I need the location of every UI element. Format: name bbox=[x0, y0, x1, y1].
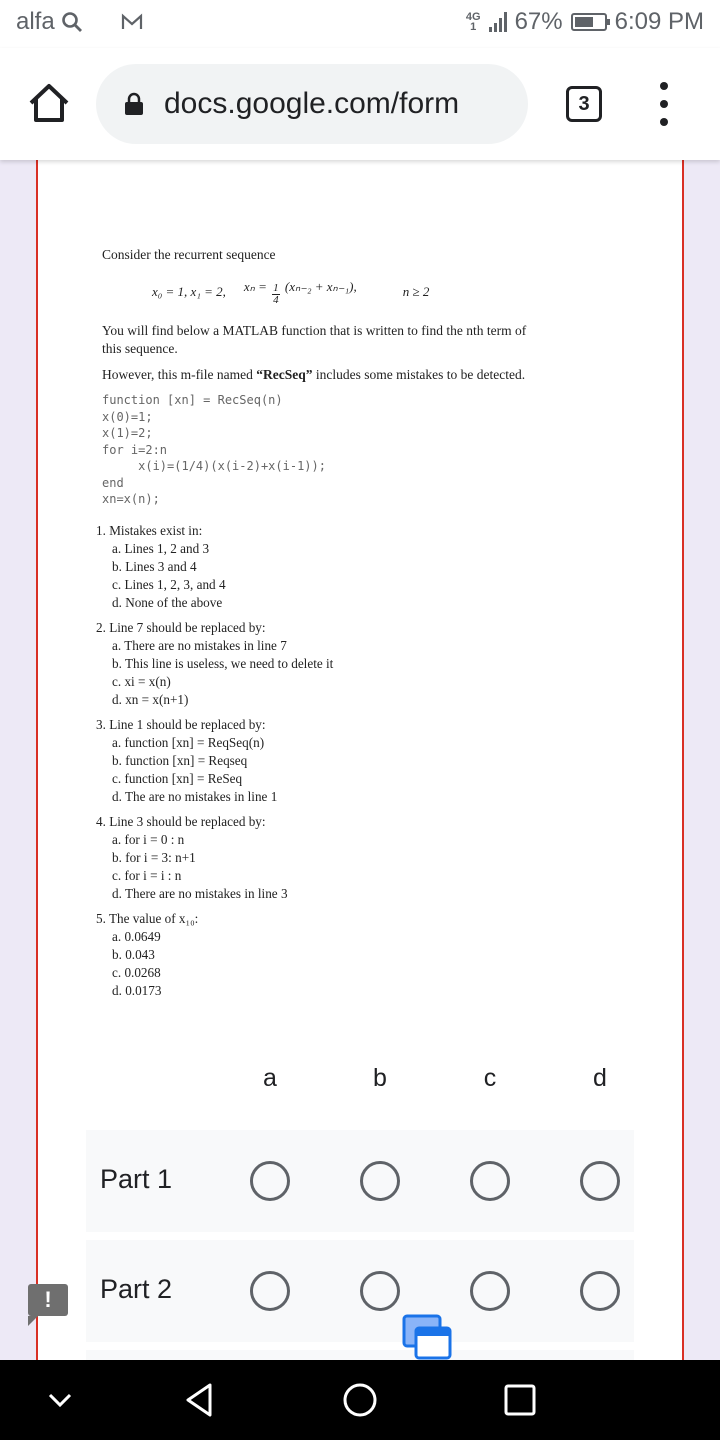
status-left bbox=[16, 8, 143, 36]
radio-part1-b[interactable] bbox=[360, 1161, 400, 1201]
home-nav-icon[interactable] bbox=[340, 1380, 380, 1420]
formula-initial: x₀ = 1, x₁ = 2, bbox=[152, 284, 226, 299]
question-option: a. for i = 0 : n bbox=[112, 831, 185, 847]
question-option: d. The are no mistakes in line 1 bbox=[112, 789, 278, 805]
grid-row-part-2 bbox=[86, 1240, 634, 1342]
battery-icon bbox=[571, 13, 607, 31]
question-item bbox=[96, 522, 542, 613]
question-title: 3. Line 1 should be replaced by: bbox=[96, 716, 266, 732]
radio-part2-d[interactable] bbox=[580, 1271, 620, 1311]
back-icon[interactable] bbox=[180, 1380, 220, 1420]
grid-column-b: b bbox=[373, 1064, 387, 1092]
navigation-bar bbox=[0, 1360, 720, 1440]
question-option: c. xi = x(n) bbox=[112, 674, 171, 690]
question-title: 4. Line 3 should be replaced by: bbox=[96, 813, 266, 829]
problem-paragraph-2 bbox=[102, 366, 542, 384]
window-icon[interactable] bbox=[402, 1314, 452, 1360]
question-list bbox=[96, 522, 542, 1001]
grid-header bbox=[38, 1060, 684, 1100]
signal-icon bbox=[489, 12, 507, 32]
radio-part1-a[interactable] bbox=[250, 1161, 290, 1201]
question-title: 2. Line 7 should be replaced by: bbox=[96, 619, 266, 635]
question-option: a. function [xn] = ReqSeq(n) bbox=[112, 734, 265, 750]
question-option: c. Lines 1, 2, 3, and 4 bbox=[112, 577, 226, 593]
question-option: b. for i = 3: n+1 bbox=[112, 849, 196, 865]
home-icon[interactable] bbox=[28, 82, 70, 124]
question-item bbox=[96, 716, 542, 807]
status-right bbox=[466, 8, 704, 36]
status-bar bbox=[0, 0, 720, 48]
network-type: 4G bbox=[465, 11, 481, 23]
feedback-button[interactable]: ! bbox=[28, 1284, 68, 1316]
problem-paragraph-1: You will find below a MATLAB function that is written to find the nth term of this sequence. bbox=[102, 323, 527, 356]
formula-rhs: (xₙ₋₂ + xₙ₋₁), bbox=[284, 279, 357, 294]
browser-toolbar bbox=[0, 48, 720, 160]
question-option: a. Lines 1, 2 and 3 bbox=[112, 540, 210, 556]
grid-column-c: c bbox=[483, 1064, 497, 1092]
battery-fill bbox=[575, 17, 594, 27]
question-option: c. for i = i : n bbox=[112, 868, 182, 884]
formula-main bbox=[244, 278, 357, 306]
carrier-label: alfa bbox=[16, 8, 55, 35]
question-item bbox=[96, 813, 542, 904]
function-name: “RecSeq” bbox=[256, 367, 313, 382]
fraction-numerator: 1 bbox=[273, 282, 279, 294]
radio-part2-b[interactable] bbox=[360, 1271, 400, 1311]
question-item bbox=[96, 910, 542, 1001]
paragraph-2-end: includes some mistakes to be detected. bbox=[312, 367, 526, 382]
search-icon bbox=[61, 11, 83, 33]
question-option: b. Lines 3 and 4 bbox=[112, 558, 197, 574]
lock-icon bbox=[124, 92, 144, 116]
grid-row-part-1 bbox=[86, 1130, 634, 1232]
question-option: a. 0.0649 bbox=[112, 928, 161, 944]
question-option: d. None of the above bbox=[112, 595, 223, 611]
grid-row-label: Part 2 bbox=[100, 1274, 173, 1304]
url-text: docs.google.com/form bbox=[164, 87, 460, 120]
clock: 6:09 PM bbox=[614, 8, 704, 35]
question-option: a. There are no mistakes in line 7 bbox=[112, 637, 287, 653]
question-option: c. function [xn] = ReSeq bbox=[112, 771, 243, 787]
formula-fraction bbox=[272, 283, 280, 306]
grid-row-label: Part 1 bbox=[100, 1164, 173, 1194]
radio-part2-c[interactable] bbox=[470, 1271, 510, 1311]
question-option: d. There are no mistakes in line 3 bbox=[112, 886, 288, 902]
formula-condition: n ≥ 2 bbox=[402, 284, 430, 299]
battery-percent: 67% bbox=[514, 8, 563, 35]
address-bar[interactable] bbox=[96, 64, 528, 144]
fraction-denominator: 4 bbox=[273, 294, 279, 306]
chevron-down-icon[interactable] bbox=[40, 1380, 80, 1420]
problem-intro: Consider the recurrent sequence bbox=[102, 247, 276, 262]
tab-switcher-button[interactable]: 3 bbox=[566, 86, 602, 122]
mail-icon bbox=[121, 13, 143, 31]
matlab-code: function [xn] = RecSeq(n) x(0)=1; x(1)=2; for i=2:n x(i)=(1/4)(x(i-2)+x(i-1)); end xn=x(n); bbox=[102, 393, 326, 506]
grid-column-a: a bbox=[263, 1064, 277, 1092]
radio-part1-d[interactable] bbox=[580, 1161, 620, 1201]
formula-lhs: xₙ = bbox=[243, 279, 267, 294]
question-option: b. This line is useless, we need to delete it bbox=[112, 655, 334, 671]
question-option: b. 0.043 bbox=[112, 946, 155, 962]
problem-content bbox=[96, 246, 542, 1007]
network-sub: 1 bbox=[470, 21, 477, 33]
radio-part1-c[interactable] bbox=[470, 1161, 510, 1201]
question-title: 1. Mistakes exist in: bbox=[96, 522, 203, 538]
network-indicator bbox=[466, 12, 481, 32]
question-title: 5. The value of x₁₀: bbox=[96, 910, 199, 926]
question-option: d. 0.0173 bbox=[112, 983, 162, 999]
more-vert-icon[interactable] bbox=[654, 82, 674, 126]
paragraph-2-start: However, this m-file named bbox=[102, 367, 257, 382]
question-option: b. function [xn] = Reqseq bbox=[112, 752, 248, 768]
recurrence-formula bbox=[152, 278, 542, 306]
radio-part2-a[interactable] bbox=[250, 1271, 290, 1311]
question-option: d. xn = x(n+1) bbox=[112, 692, 189, 708]
form-card bbox=[36, 130, 684, 1390]
question-option: c. 0.0268 bbox=[112, 965, 161, 981]
recents-icon[interactable] bbox=[500, 1380, 540, 1420]
grid-column-d: d bbox=[593, 1064, 607, 1092]
question-item bbox=[96, 619, 542, 710]
